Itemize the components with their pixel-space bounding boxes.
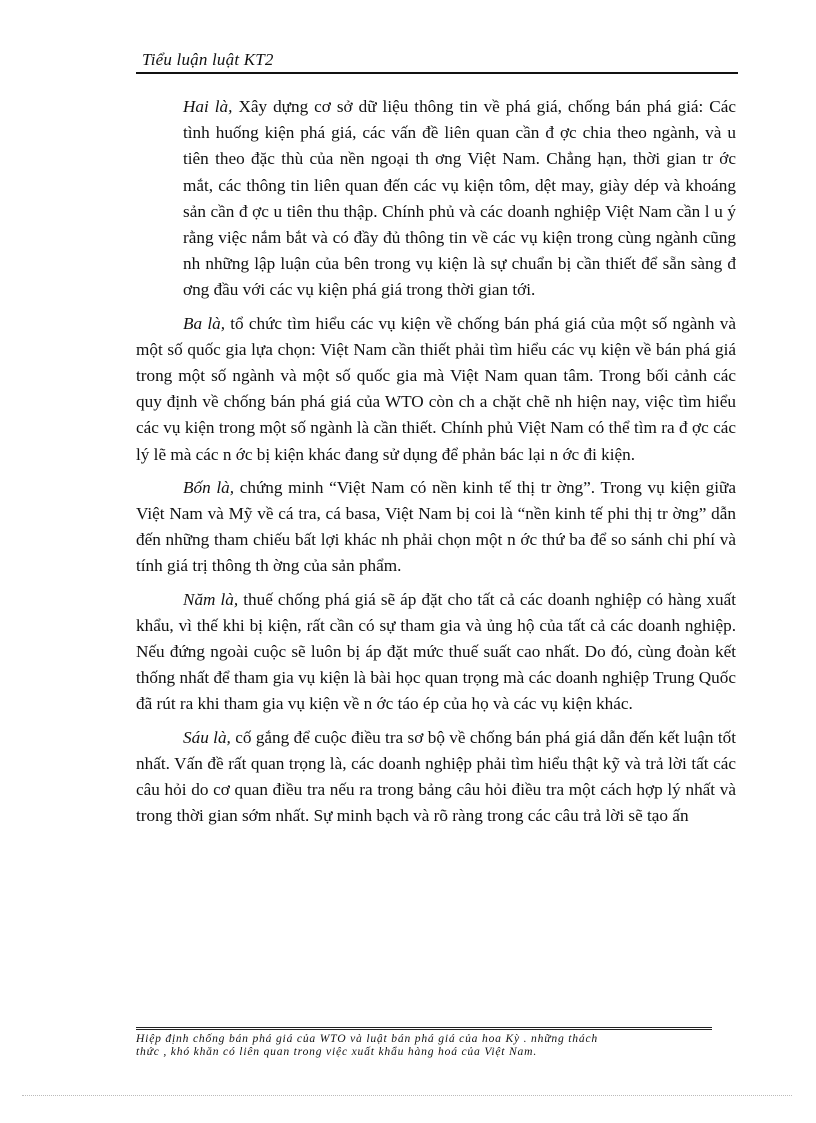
paragraph-body: Xây dựng cơ sở dữ liệu thông tin về phá giá, chống bán phá giá: Các tình huống kiện phá giá, các vấn đề liên quan cần đ ợc chia theo ngành, và u tiên theo đặc thù của nền ngoại th ơng Việt Nam. Chẳng hạn, thời gian tr ớc mắt, các thông tin liên quan đến các vụ kiện tôm, dệt may, giày dép và khoáng sản cần đ ợc u tiên thu thập. Chính phủ và các doanh nghiệp Việt Nam cần l u ý rằng việc nắm bắt và có đầy đủ thông tin về các vụ kiện trong cùng ngành cũng nh những lập luận của bên trong vụ kiện là sự chuẩn bị cần thiết để sẵn sàng đ ơng đầu với các vụ kiện phá giá trong thời gian tới.: [183, 97, 737, 300]
footer-line-1: Hiệp định chống bán phá giá của WTO và luật bán phá giá của hoa Kỳ . những thách: [136, 1032, 599, 1045]
paragraph-body: tổ chức tìm hiểu các vụ kiện về chống bán phá giá của một số ngành và một số quốc gia lựa chọn: Việt Nam cần thiết phải tìm hiểu các vụ kiện về bán phá giá trong một số ngành và một số quốc gia mà Việt Nam quan tâm. Trong bối cảnh các quy định về chống bán phá giá của WTO còn ch a chặt chẽ nh hiện nay, việc tìm hiểu các vụ kiện trong một số ngành là cần thiết. Chính phủ Việt Nam có thể tìm ra đ ợc các lý lẽ mà các n ớc bị kiện khác đang sử dụng để phản bác lại n ớc đi kiện.: [136, 313, 736, 464]
paragraph-lead: Năm là,: [183, 589, 239, 609]
paragraph-hai-la: [136, 94, 736, 304]
paragraph-nam-la: [136, 587, 736, 718]
paragraph-ba-la: [136, 311, 736, 468]
paragraph-lead: Bốn là,: [183, 477, 235, 497]
paragraph-body: chứng minh “Việt Nam có nền kinh tế thị tr ờng”. Trong vụ kiện giữa Việt Nam và Mỹ về cá tra, cá basa, Việt Nam bị coi là “nền kinh tế phi thị tr ờng” dẫn đến những tham chiếu bất lợi khác nh phải chọn một n ớc thứ ba để so sánh chi phí và tính giá trị thông th ờng của sản phẩm.: [136, 477, 736, 576]
footer-line-2: thức , khó khăn có liên quan trong việc xuất khẩu hàng hoá của Việt Nam.: [136, 1045, 538, 1058]
paragraph-lead: Sáu là,: [183, 727, 231, 747]
page-footer: [136, 1027, 712, 1058]
paragraph-body: thuế chống phá giá sẽ áp đặt cho tất cả các doanh nghiệp có hàng xuất khẩu, vì thế khi bị kiện, rất cần có sự tham gia và ủng hộ của tất cả các doanh nghiệp. Nếu đứng ngoài cuộc sẽ luôn bị áp đặt mức thuế suất cao nhất. Do đó, cùng đoàn kết thống nhất để tham gia vụ kiện là bài học quan trọng mà các doanh nghiệp Trung Quốc đã rút ra khi tham gia vụ kiện về n ớc táo ép của họ và các vụ kiện khác.: [136, 589, 736, 714]
paragraph-lead: Ba là,: [183, 313, 226, 333]
document-body: [136, 94, 736, 836]
paragraph-body: cố gắng để cuộc điều tra sơ bộ về chống bán phá giá dẫn đến kết luận tốt nhất. Vấn đề rất quan trọng là, các doanh nghiệp phải tìm hiểu thật kỹ và trả lời tất các câu hỏi do cơ quan điều tra nếu ra trong bảng câu hỏi điều tra một cách hợp lý nhất và trong thời gian sớm nhất. Sự minh bạch và rõ ràng trong các câu trả lời sẽ tạo ấn: [136, 727, 736, 826]
paragraph-sau-la: [136, 725, 736, 830]
paragraph-lead: Hai là,: [183, 97, 233, 116]
page-header: [136, 50, 738, 74]
header-title: Tiểu luận luật KT2: [142, 50, 274, 69]
page-bottom-divider: [22, 1095, 792, 1096]
paragraph-bon-la: [136, 475, 736, 580]
